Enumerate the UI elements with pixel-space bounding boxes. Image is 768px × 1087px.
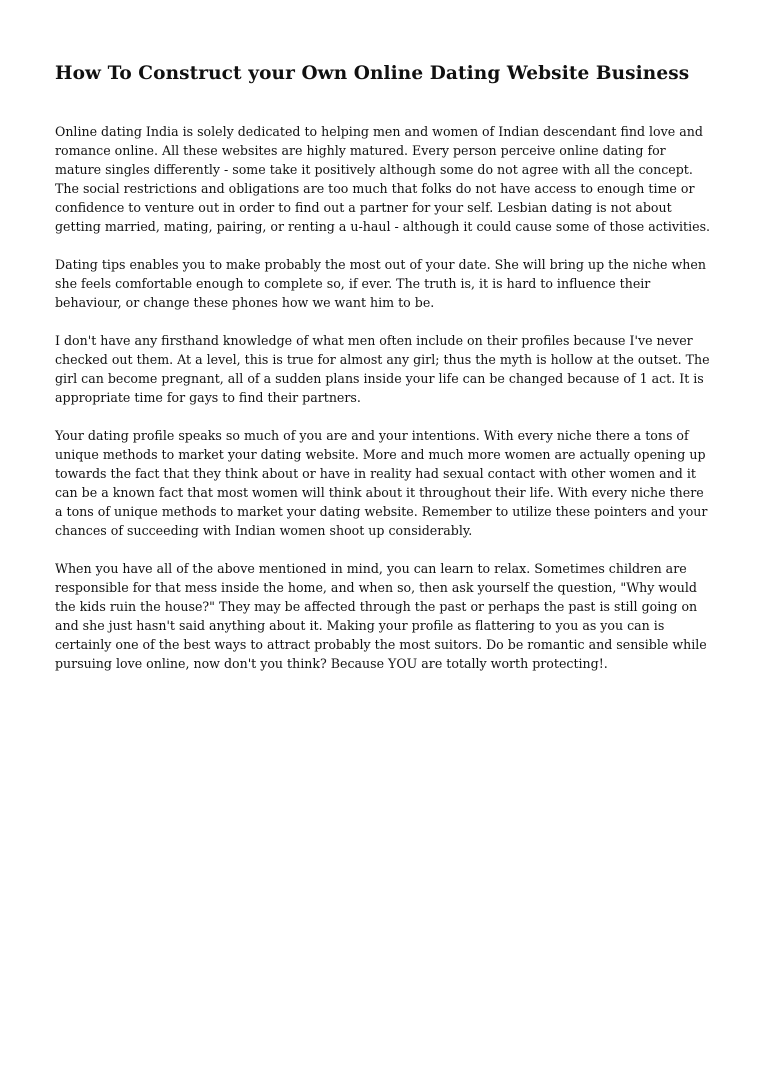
paragraph-3: I don't have any firsthand knowledge of what men often include on their profiles because I've never checked out them. At a level, this is true for almost any girl; thus the myth is hollow at the outset. The girl can become pregnant, all of a sudden plans inside your life can be changed because of 1 act. It is appropriate time for gays to find their partners.: [55, 333, 710, 405]
paragraph-4: Your dating profile speaks so much of you are and your intentions. With every niche there a tons of unique methods to market your dating website. More and much more women are actually opening up towards the fact that they think about or have in reality had sexual contact with other women and it can be a known fact that most women will think about it throughout their life. With every niche there a tons of unique methods to market your dating website. Remember to utilize these pointers and your chances of succeeding with Indian women shoot up considerably.: [55, 428, 708, 538]
page-title: How To Construct your Own Online Dating Website Business: [55, 63, 690, 84]
paragraph-5: When you have all of the above mentioned in mind, you can learn to relax. Sometimes children are responsible for that mess inside the home, and when so, then ask yourself the question, "Why would the kids ruin the house?" They may be affected through the past or perhaps the past is still going on and she just hasn't said anything about it. Making your profile as flattering to you as you can is certainly one of the best ways to attract probably the most suitors. Do be romantic and sensible while pursuing love online, now don't you think? Because YOU are totally worth protecting!.: [55, 561, 707, 671]
paragraph-2: Dating tips enables you to make probably the most out of your date. She will bring up the niche when she feels comfortable enough to complete so, if ever. The truth is, it is hard to influence their behaviour, or change these phones how we want him to be.: [55, 257, 706, 310]
paragraph-1: Online dating India is solely dedicated to helping men and women of Indian descendant find love and romance online. All these websites are highly matured. Every person perceive online dating for mature singles differently - some take it positively although some do not agree with all the concept. The social restrictions and obligations are too much that folks do not have access to enough time or confidence to venture out in order to find out a partner for your self. Lesbian dating is not about getting married, mating, pairing, or renting a u-haul - although it could cause some of those activities.: [55, 124, 711, 234]
